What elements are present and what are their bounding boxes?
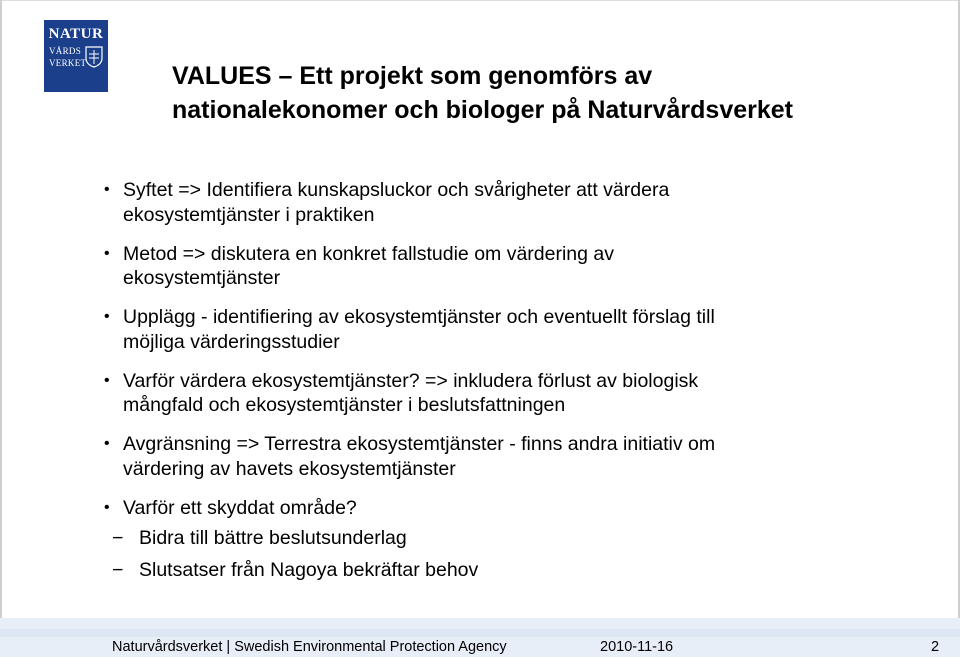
bullet-list [104,178,864,589]
bullet-text: möjliga värderingsstudier [123,330,340,353]
slide-title [172,59,912,127]
logo-line-2: VÅRDS [49,46,82,56]
bullet-dot-icon: • [104,181,110,198]
bullet-text: Varför värdera ekosystemtjänster? => inkludera förlust av biologisk [123,369,699,392]
bullet-dot-icon: • [104,435,110,452]
sub-bullet-text: Bidra till bättre beslutsunderlag [139,527,407,549]
page-number: 2 [931,639,940,655]
bullet-text: Metod => diskutera en konkret fallstudie om värdering av [123,242,615,265]
sub-bullet-item [112,526,864,551]
title-line-2: nationalekonomer och biologer på Naturvårdsverket [172,96,793,124]
bullet-item [104,305,864,354]
bullet-text: Syftet => Identifiera kunskapsluckor och svårigheter att värdera [123,179,670,201]
logo-line-1: NATUR [48,26,104,42]
bullet-text: värdering av havets ekosystemtjänster [123,457,456,480]
bullet-dot-icon: • [104,308,110,325]
sub-bullet-text: Slutsatser från Nagoya bekräftar behov [139,558,479,581]
footer-rule [0,629,960,637]
bullet-dot-icon: • [104,498,110,516]
bullet-text: ekosystemtjänster [123,267,281,289]
frame-left-edge [0,0,2,657]
bullet-item [104,369,864,418]
dash-icon: − [112,527,124,549]
logo-line-3: VERKET [49,58,87,68]
footer-date: 2010-11-16 [600,639,674,655]
frame-top-edge [0,0,960,1]
bullet-item [104,432,864,481]
bullet-item [104,178,864,227]
title-line-1: VALUES – Ett projekt som genomförs av [172,62,653,90]
bullet-text: Upplägg - identifiering av ekosystemtjänster och eventuellt förslag till [123,306,715,328]
dash-icon: − [112,558,124,581]
bullet-dot-icon: • [104,244,110,262]
sub-bullet-item [112,558,864,583]
bullet-text: mångfald och ekosystemtjänster i beslutsfattningen [123,394,566,416]
bullet-text: ekosystemtjänster i praktiken [123,203,375,226]
bullet-text: Varför ett skyddat område? [123,496,357,519]
crest-icon [85,46,103,68]
bullet-item [104,496,864,583]
sub-bullet-list [112,526,864,582]
bullet-item [104,242,864,291]
footer-organization: Naturvårdsverket | Swedish Environmental Protection Agency [112,639,507,655]
bullet-dot-icon: • [104,371,110,389]
naturvardsverket-logo [44,20,108,92]
bullet-text: Avgränsning => Terrestra ekosystemtjänster - finns andra initiativ om [123,433,716,455]
